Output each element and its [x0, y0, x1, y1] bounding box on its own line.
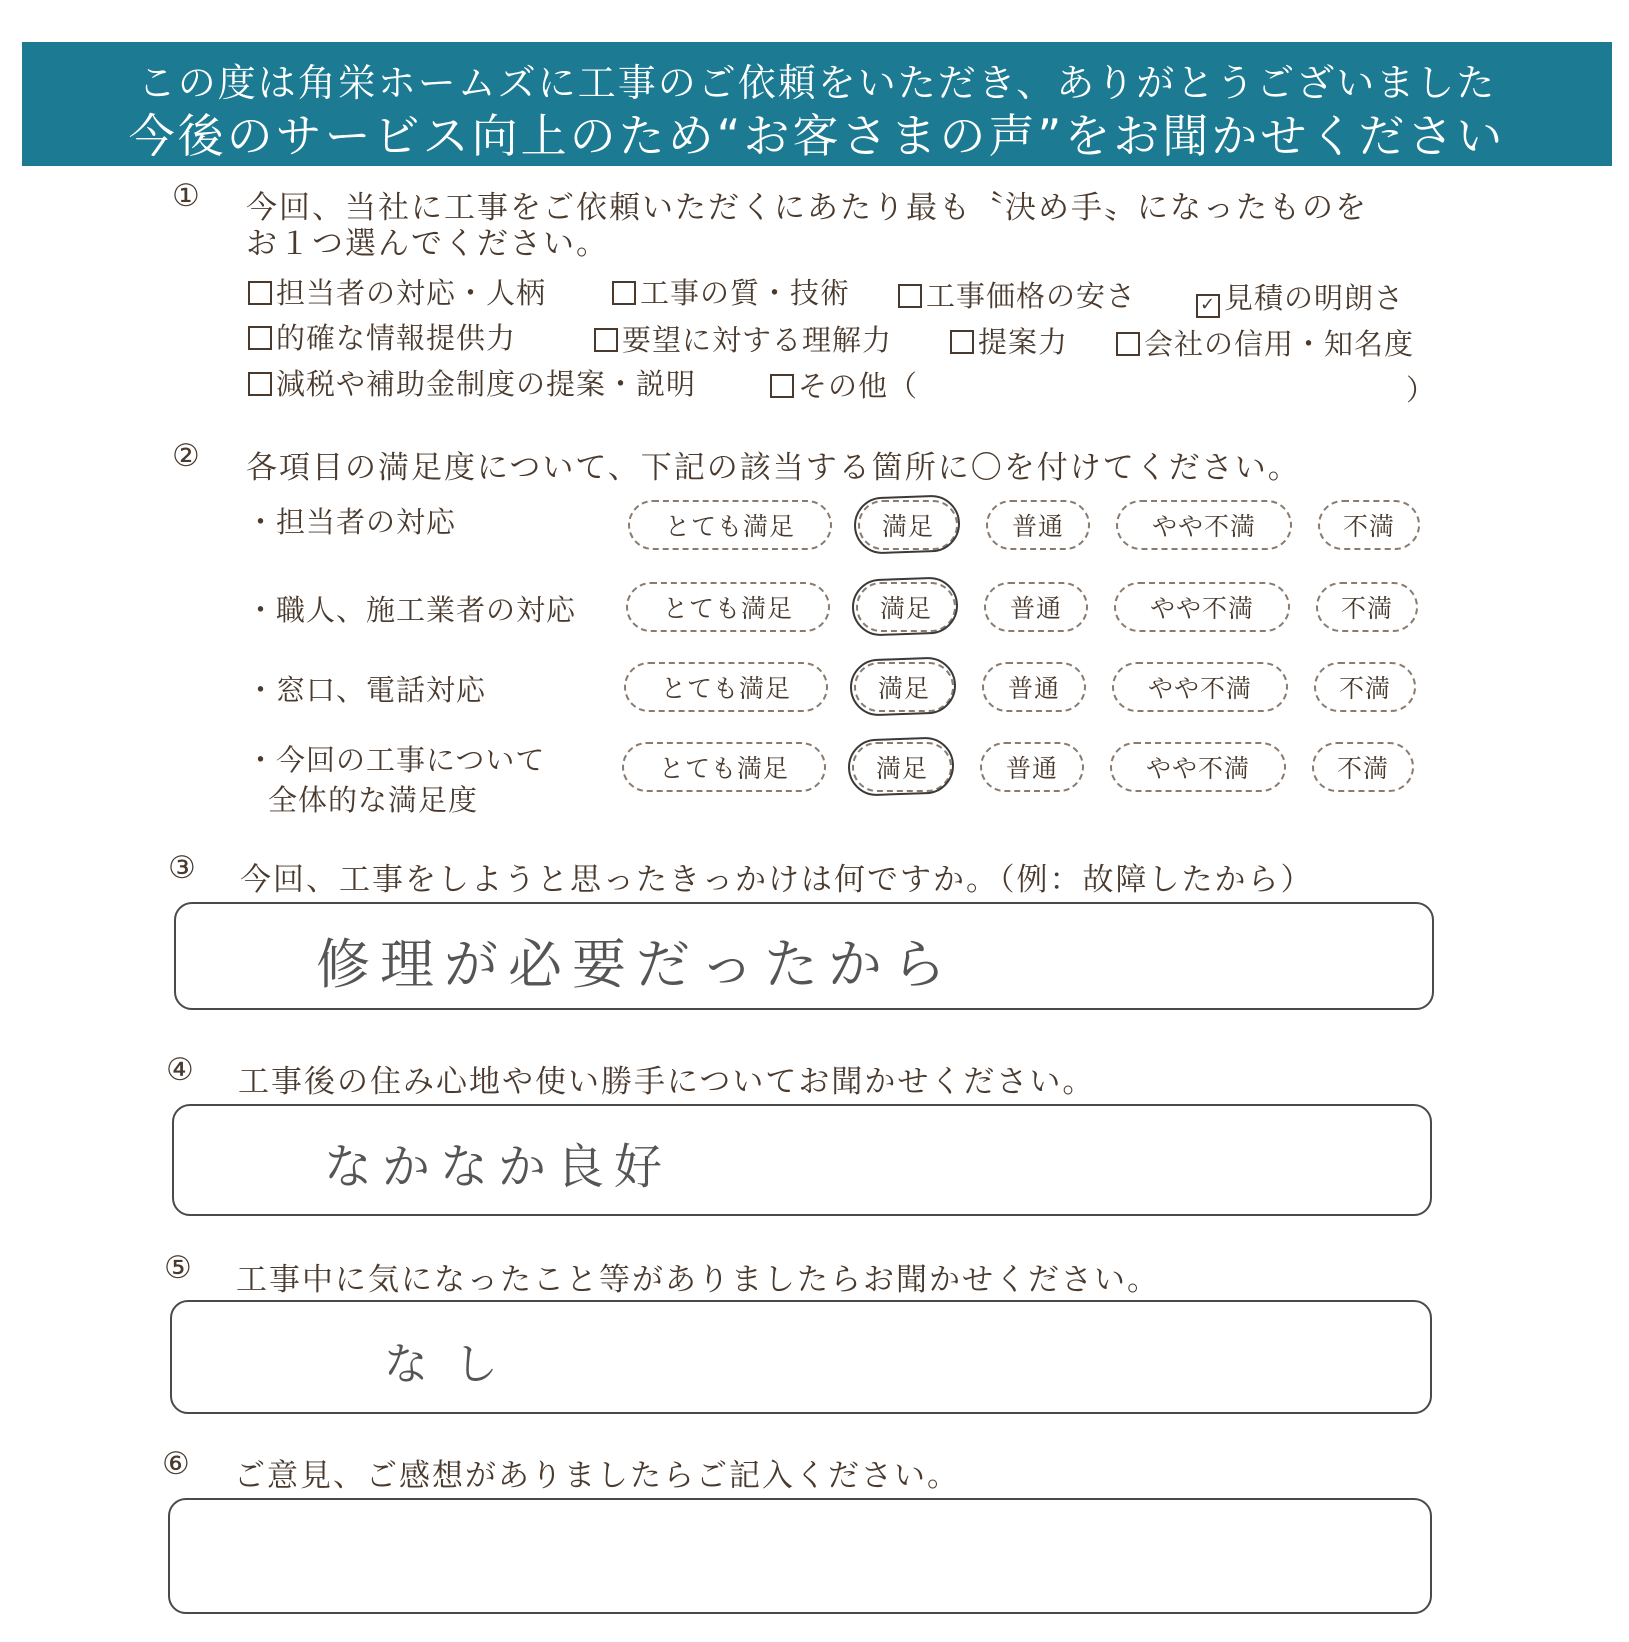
q1-text-line-2: お１つ選んでください。 [246, 226, 609, 262]
q3-answer-box[interactable] [174, 902, 1434, 1010]
q6-text: ご意見、ご感想がありましたらご記入ください。 [234, 1458, 960, 1494]
banner-line-2: 今後のサービス向上のため“お客さまの声”をお聞かせください [128, 109, 1506, 163]
q2-row-label-line-2: 全体的な満足度 [268, 783, 479, 817]
q1-text-line-1: 今回、当社に工事をご依頼いただくにあたり最も〝決め手〟になったものを [246, 190, 1368, 226]
q2-row-label: ・職人、施工業者の対応 [246, 593, 577, 627]
q2-rating-option[interactable]: やや不満 [1114, 582, 1290, 632]
checkbox[interactable] [248, 326, 272, 350]
q1-option-staff[interactable]: 担当者の対応・人柄 [248, 271, 546, 312]
checkbox[interactable] [248, 372, 272, 396]
q2-text: 各項目の満足度について、下記の該当する箇所に〇を付けてください。 [246, 450, 1301, 486]
q3-text: 今回、工事をしようと思ったきっかけは何ですか。（例：故障したから） [240, 862, 1314, 898]
q1-option-subsidy[interactable]: 減税や補助金制度の提案・説明 [248, 362, 696, 403]
q4-answer-box[interactable] [172, 1104, 1432, 1216]
q2-rating-option[interactable]: 普通 [986, 500, 1090, 550]
q3-number: ③ [168, 850, 196, 886]
q2-rating-option[interactable]: 満足 [858, 500, 958, 550]
q2-rating-option[interactable]: 満足 [852, 742, 952, 792]
q2-rating-option[interactable]: 不満 [1318, 500, 1420, 550]
checkbox[interactable] [770, 374, 794, 398]
q2-row-label: ・今回の工事について [246, 743, 546, 777]
q2-number: ② [172, 438, 200, 474]
q1-option-proposal[interactable]: 提案力 [950, 320, 1068, 361]
q2-rating-option[interactable]: 普通 [982, 662, 1086, 712]
q4-number: ④ [166, 1052, 194, 1088]
q6-answer-box[interactable] [168, 1498, 1432, 1614]
q1-option-other[interactable]: その他（ [770, 364, 918, 405]
q2-rating-option[interactable]: 満足 [854, 662, 954, 712]
q3-answer-text: 修理が必要だったから [316, 933, 956, 996]
checkbox[interactable] [248, 281, 272, 305]
q2-rating-option[interactable]: とても満足 [628, 500, 832, 550]
q2-rating-option[interactable]: やや不満 [1112, 662, 1288, 712]
q2-rating-option[interactable]: 満足 [856, 582, 956, 632]
q2-rating-option[interactable]: 普通 [984, 582, 1088, 632]
q4-answer-text: なかなか良好 [324, 1139, 673, 1195]
q5-answer-box[interactable] [170, 1300, 1432, 1414]
q2-rating-option[interactable]: 不満 [1312, 742, 1414, 792]
header-banner [22, 42, 1612, 166]
q2-rating-option[interactable]: 不満 [1316, 582, 1418, 632]
q5-text: 工事中に気になったこと等がありましたらお聞かせください。 [236, 1262, 1160, 1298]
q2-row-label: ・窓口、電話対応 [246, 673, 487, 707]
q2-rating-option[interactable]: 普通 [980, 742, 1084, 792]
q4-text: 工事後の住み心地や使い勝手についてお聞かせください。 [238, 1064, 1096, 1100]
q1-option-reputation[interactable]: 会社の信用・知名度 [1116, 322, 1414, 363]
q1-option-quality[interactable]: 工事の質・技術 [612, 271, 850, 312]
q1-option-price[interactable]: 工事価格の安さ [898, 274, 1136, 315]
q2-row-label: ・担当者の対応 [246, 505, 457, 539]
q2-rating-option[interactable]: やや不満 [1110, 742, 1286, 792]
checkbox[interactable] [594, 328, 618, 352]
q2-rating-option[interactable]: とても満足 [626, 582, 830, 632]
q2-rating-option[interactable]: とても満足 [622, 742, 826, 792]
checkbox[interactable] [950, 330, 974, 354]
q1-other-close-paren: ） [1406, 373, 1437, 407]
checkbox-checked[interactable]: ✓ [1196, 294, 1220, 318]
q5-answer-text: なし [384, 1339, 524, 1390]
q5-number: ⑤ [164, 1250, 192, 1286]
q1-number: ① [172, 178, 200, 214]
q2-rating-option[interactable]: やや不満 [1116, 500, 1292, 550]
q2-rating-option[interactable]: 不満 [1314, 662, 1416, 712]
q1-option-estimate[interactable]: ✓ 見積の明朗さ [1196, 276, 1404, 318]
q1-option-understanding[interactable]: 要望に対する理解力 [594, 318, 892, 359]
q2-rating-option[interactable]: とても満足 [624, 662, 828, 712]
checkbox[interactable] [898, 284, 922, 308]
banner-line-1: この度は角栄ホームズに工事のご依頼をいただき、ありがとうございました [137, 61, 1497, 105]
checkbox[interactable] [1116, 332, 1140, 356]
q6-number: ⑥ [162, 1446, 190, 1482]
q1-option-info[interactable]: 的確な情報提供力 [248, 316, 516, 357]
checkbox[interactable] [612, 281, 636, 305]
